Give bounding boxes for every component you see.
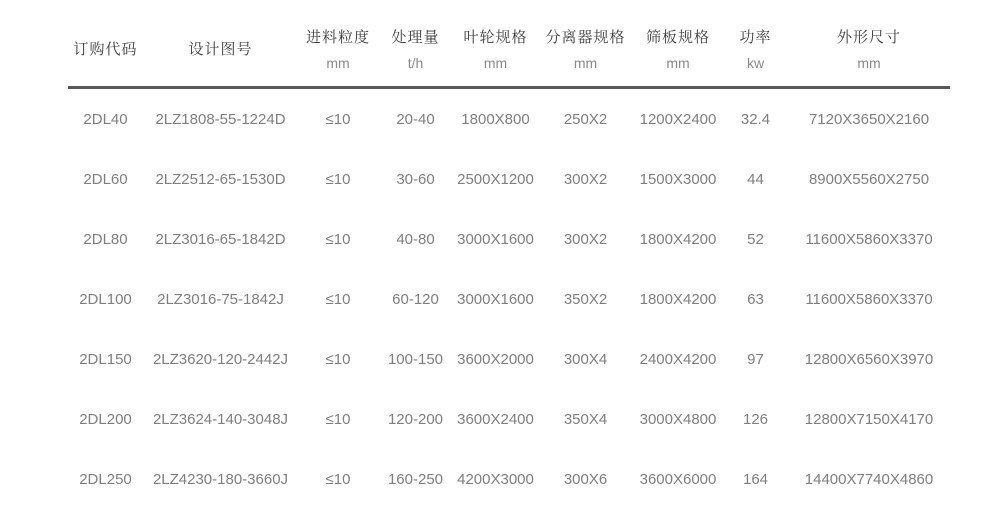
column-title: 筛板规格 xyxy=(633,29,723,47)
table-head xyxy=(68,14,950,88)
table-cell: 120-200 xyxy=(378,389,453,449)
table-cell: ≤10 xyxy=(298,329,378,389)
table-cell: ≤10 xyxy=(298,389,378,449)
column-title: 外形尺寸 xyxy=(788,29,950,47)
table-row xyxy=(68,449,950,509)
table-cell: 1800X4200 xyxy=(633,269,723,329)
table-cell: 3000X1600 xyxy=(453,209,538,269)
column-title: 设计图号 xyxy=(143,41,298,59)
table-cell: 3600X2000 xyxy=(453,329,538,389)
spec-table-container xyxy=(68,14,950,509)
table-cell: 350X2 xyxy=(538,269,633,329)
column-unit: mm xyxy=(453,56,538,71)
table-cell: 40-80 xyxy=(378,209,453,269)
column-header xyxy=(723,14,788,88)
table-cell: 2LZ3016-75-1842J xyxy=(143,269,298,329)
column-title: 叶轮规格 xyxy=(453,29,538,47)
column-header xyxy=(298,14,378,88)
table-cell: 2DL80 xyxy=(68,209,143,269)
table-cell: ≤10 xyxy=(298,88,378,150)
table-cell: 20-40 xyxy=(378,88,453,150)
table-cell: ≤10 xyxy=(298,209,378,269)
table-cell: 2LZ4230-180-3660J xyxy=(143,449,298,509)
table-cell: 2DL100 xyxy=(68,269,143,329)
table-row xyxy=(68,88,950,150)
table-cell: 11600X5860X3370 xyxy=(788,209,950,269)
table-body xyxy=(68,88,950,509)
table-row xyxy=(68,209,950,269)
table-cell: 3000X1600 xyxy=(453,269,538,329)
table-cell: 30-60 xyxy=(378,149,453,209)
column-header xyxy=(538,14,633,88)
column-header xyxy=(143,14,298,88)
table-cell: 1500X3000 xyxy=(633,149,723,209)
table-cell: 164 xyxy=(723,449,788,509)
table-cell: 4200X3000 xyxy=(453,449,538,509)
table-cell: 11600X5860X3370 xyxy=(788,269,950,329)
column-header xyxy=(788,14,950,88)
table-cell: 300X2 xyxy=(538,149,633,209)
table-cell: 44 xyxy=(723,149,788,209)
column-unit: mm xyxy=(538,56,633,71)
table-cell: 52 xyxy=(723,209,788,269)
column-header xyxy=(453,14,538,88)
column-header xyxy=(378,14,453,88)
table-row xyxy=(68,269,950,329)
table-cell: 12800X6560X3970 xyxy=(788,329,950,389)
spec-table xyxy=(68,14,950,509)
column-header xyxy=(68,14,143,88)
table-cell: 2DL40 xyxy=(68,88,143,150)
table-cell: 2400X4200 xyxy=(633,329,723,389)
column-unit: t/h xyxy=(378,56,453,71)
table-cell: ≤10 xyxy=(298,269,378,329)
table-cell: 2LZ1808-55-1224D xyxy=(143,88,298,150)
column-title: 功率 xyxy=(723,29,788,47)
table-cell: 1800X4200 xyxy=(633,209,723,269)
table-cell: 63 xyxy=(723,269,788,329)
table-cell: 300X6 xyxy=(538,449,633,509)
table-cell: 12800X7150X4170 xyxy=(788,389,950,449)
table-cell: 2DL250 xyxy=(68,449,143,509)
table-cell: 3600X6000 xyxy=(633,449,723,509)
table-cell: 250X2 xyxy=(538,88,633,150)
table-cell: ≤10 xyxy=(298,449,378,509)
column-unit: mm xyxy=(788,56,950,71)
column-title: 进料粒度 xyxy=(298,29,378,47)
column-unit: kw xyxy=(723,56,788,71)
table-cell: 126 xyxy=(723,389,788,449)
table-cell: 350X4 xyxy=(538,389,633,449)
table-cell: 2DL150 xyxy=(68,329,143,389)
table-cell: 2LZ3624-140-3048J xyxy=(143,389,298,449)
table-cell: 60-120 xyxy=(378,269,453,329)
table-cell: 8900X5560X2750 xyxy=(788,149,950,209)
table-cell: 1800X800 xyxy=(453,88,538,150)
column-title: 处理量 xyxy=(378,29,453,47)
column-unit: mm xyxy=(298,56,378,71)
table-cell: 2500X1200 xyxy=(453,149,538,209)
table-cell: 300X2 xyxy=(538,209,633,269)
table-cell: 14400X7740X4860 xyxy=(788,449,950,509)
column-unit: mm xyxy=(633,56,723,71)
table-cell: 3000X4800 xyxy=(633,389,723,449)
table-cell: 2LZ2512-65-1530D xyxy=(143,149,298,209)
table-cell: 97 xyxy=(723,329,788,389)
column-header xyxy=(633,14,723,88)
table-cell: 2DL200 xyxy=(68,389,143,449)
table-row xyxy=(68,329,950,389)
table-row xyxy=(68,389,950,449)
table-cell: 2LZ3016-65-1842D xyxy=(143,209,298,269)
table-cell: 3600X2400 xyxy=(453,389,538,449)
table-cell: 100-150 xyxy=(378,329,453,389)
table-cell: 7120X3650X2160 xyxy=(788,88,950,150)
table-row xyxy=(68,149,950,209)
table-cell: 300X4 xyxy=(538,329,633,389)
table-cell: ≤10 xyxy=(298,149,378,209)
table-cell: 2LZ3620-120-2442J xyxy=(143,329,298,389)
table-cell: 1200X2400 xyxy=(633,88,723,150)
header-row xyxy=(68,14,950,88)
column-title: 订购代码 xyxy=(68,41,143,59)
table-cell: 32.4 xyxy=(723,88,788,150)
table-cell: 2DL60 xyxy=(68,149,143,209)
column-title: 分离器规格 xyxy=(538,29,633,47)
table-cell: 160-250 xyxy=(378,449,453,509)
